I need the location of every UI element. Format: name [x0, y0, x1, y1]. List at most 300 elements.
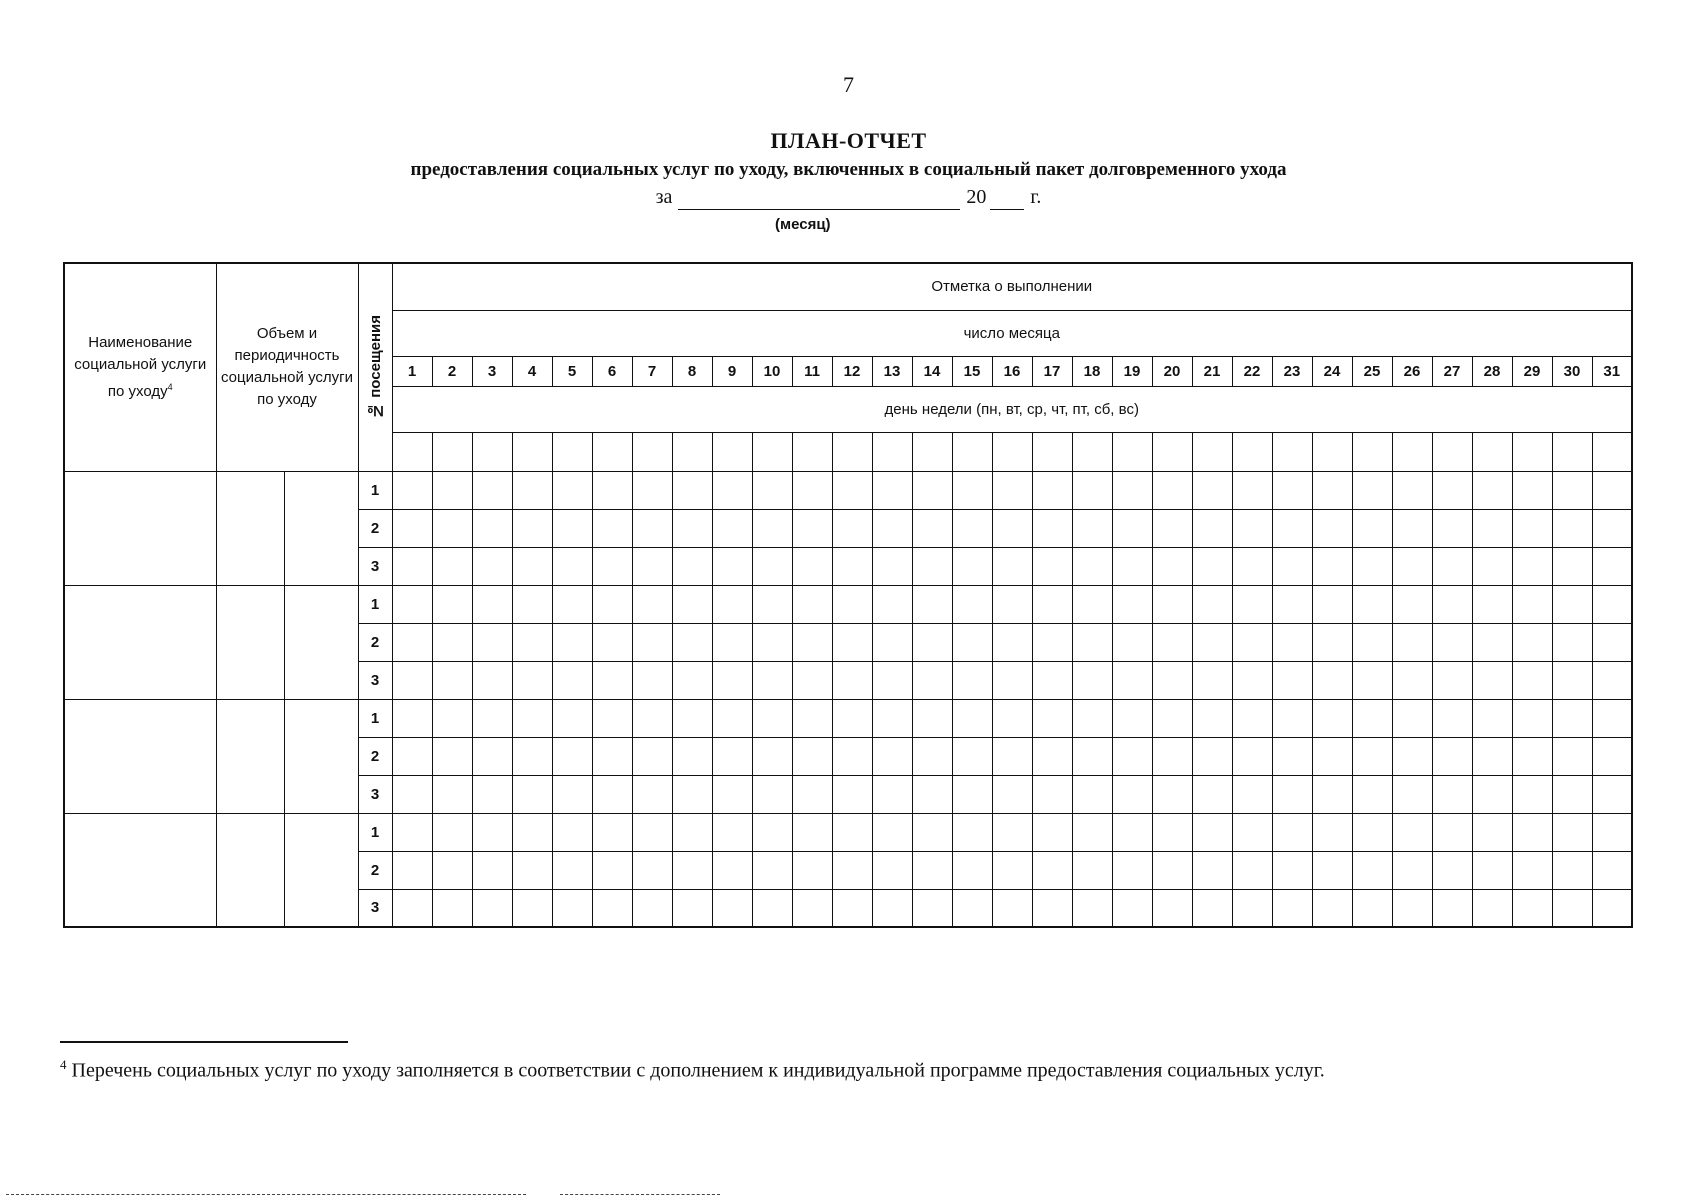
completion-mark-cell[interactable] — [432, 547, 472, 585]
completion-mark-cell[interactable] — [1072, 851, 1112, 889]
completion-mark-cell[interactable] — [832, 813, 872, 851]
completion-mark-cell[interactable] — [1352, 699, 1392, 737]
completion-mark-cell[interactable] — [472, 775, 512, 813]
weekday-cell[interactable] — [1432, 432, 1472, 471]
completion-mark-cell[interactable] — [1392, 661, 1432, 699]
weekday-cell[interactable] — [392, 432, 432, 471]
completion-mark-cell[interactable] — [1512, 813, 1552, 851]
completion-mark-cell[interactable] — [752, 889, 792, 927]
completion-mark-cell[interactable] — [1552, 737, 1592, 775]
weekday-cell[interactable] — [1192, 432, 1232, 471]
completion-mark-cell[interactable] — [1152, 813, 1192, 851]
completion-mark-cell[interactable] — [1232, 471, 1272, 509]
weekday-cell[interactable] — [1112, 432, 1152, 471]
completion-mark-cell[interactable] — [1032, 775, 1072, 813]
completion-mark-cell[interactable] — [952, 661, 992, 699]
completion-mark-cell[interactable] — [1232, 661, 1272, 699]
completion-mark-cell[interactable] — [1552, 699, 1592, 737]
weekday-cell[interactable] — [912, 432, 952, 471]
service-name-cell[interactable] — [64, 813, 216, 927]
completion-mark-cell[interactable] — [1152, 737, 1192, 775]
weekday-cell[interactable] — [472, 432, 512, 471]
completion-mark-cell[interactable] — [752, 813, 792, 851]
completion-mark-cell[interactable] — [1392, 509, 1432, 547]
completion-mark-cell[interactable] — [432, 737, 472, 775]
completion-mark-cell[interactable] — [632, 851, 672, 889]
weekday-cell[interactable] — [1312, 432, 1352, 471]
completion-mark-cell[interactable] — [552, 585, 592, 623]
completion-mark-cell[interactable] — [1392, 737, 1432, 775]
completion-mark-cell[interactable] — [1112, 661, 1152, 699]
completion-mark-cell[interactable] — [872, 889, 912, 927]
completion-mark-cell[interactable] — [632, 585, 672, 623]
completion-mark-cell[interactable] — [1192, 737, 1232, 775]
completion-mark-cell[interactable] — [1312, 585, 1352, 623]
completion-mark-cell[interactable] — [1472, 737, 1512, 775]
completion-mark-cell[interactable] — [512, 585, 552, 623]
completion-mark-cell[interactable] — [1552, 509, 1592, 547]
completion-mark-cell[interactable] — [912, 547, 952, 585]
completion-mark-cell[interactable] — [1112, 775, 1152, 813]
weekday-cell[interactable] — [832, 432, 872, 471]
completion-mark-cell[interactable] — [1232, 813, 1272, 851]
completion-mark-cell[interactable] — [1352, 471, 1392, 509]
completion-mark-cell[interactable] — [1432, 699, 1472, 737]
completion-mark-cell[interactable] — [912, 509, 952, 547]
completion-mark-cell[interactable] — [472, 547, 512, 585]
completion-mark-cell[interactable] — [1432, 775, 1472, 813]
completion-mark-cell[interactable] — [1352, 889, 1392, 927]
completion-mark-cell[interactable] — [1392, 775, 1432, 813]
completion-mark-cell[interactable] — [1512, 585, 1552, 623]
periodicity-cell[interactable] — [284, 699, 358, 813]
completion-mark-cell[interactable] — [712, 737, 752, 775]
completion-mark-cell[interactable] — [1512, 775, 1552, 813]
completion-mark-cell[interactable] — [1032, 623, 1072, 661]
completion-mark-cell[interactable] — [512, 623, 552, 661]
completion-mark-cell[interactable] — [1352, 737, 1392, 775]
completion-mark-cell[interactable] — [1552, 889, 1592, 927]
completion-mark-cell[interactable] — [912, 737, 952, 775]
completion-mark-cell[interactable] — [1312, 661, 1352, 699]
completion-mark-cell[interactable] — [632, 737, 672, 775]
completion-mark-cell[interactable] — [512, 509, 552, 547]
completion-mark-cell[interactable] — [1392, 623, 1432, 661]
completion-mark-cell[interactable] — [1072, 623, 1112, 661]
completion-mark-cell[interactable] — [952, 509, 992, 547]
completion-mark-cell[interactable] — [1032, 585, 1072, 623]
completion-mark-cell[interactable] — [1432, 471, 1472, 509]
completion-mark-cell[interactable] — [952, 737, 992, 775]
weekday-cell[interactable] — [1472, 432, 1512, 471]
completion-mark-cell[interactable] — [1512, 471, 1552, 509]
completion-mark-cell[interactable] — [1112, 623, 1152, 661]
completion-mark-cell[interactable] — [1392, 547, 1432, 585]
completion-mark-cell[interactable] — [832, 547, 872, 585]
completion-mark-cell[interactable] — [872, 623, 912, 661]
completion-mark-cell[interactable] — [592, 889, 632, 927]
completion-mark-cell[interactable] — [1112, 851, 1152, 889]
completion-mark-cell[interactable] — [912, 623, 952, 661]
completion-mark-cell[interactable] — [1552, 661, 1592, 699]
completion-mark-cell[interactable] — [1032, 547, 1072, 585]
completion-mark-cell[interactable] — [1592, 585, 1632, 623]
weekday-cell[interactable] — [552, 432, 592, 471]
weekday-cell[interactable] — [1072, 432, 1112, 471]
completion-mark-cell[interactable] — [1472, 775, 1512, 813]
completion-mark-cell[interactable] — [632, 813, 672, 851]
completion-mark-cell[interactable] — [672, 623, 712, 661]
completion-mark-cell[interactable] — [552, 509, 592, 547]
completion-mark-cell[interactable] — [992, 775, 1032, 813]
completion-mark-cell[interactable] — [992, 661, 1032, 699]
completion-mark-cell[interactable] — [792, 775, 832, 813]
completion-mark-cell[interactable] — [872, 813, 912, 851]
completion-mark-cell[interactable] — [1472, 509, 1512, 547]
completion-mark-cell[interactable] — [1072, 585, 1112, 623]
completion-mark-cell[interactable] — [672, 851, 712, 889]
completion-mark-cell[interactable] — [952, 775, 992, 813]
completion-mark-cell[interactable] — [1432, 547, 1472, 585]
completion-mark-cell[interactable] — [952, 623, 992, 661]
completion-mark-cell[interactable] — [552, 547, 592, 585]
volume-cell[interactable] — [216, 471, 284, 585]
completion-mark-cell[interactable] — [512, 699, 552, 737]
completion-mark-cell[interactable] — [1152, 661, 1192, 699]
completion-mark-cell[interactable] — [752, 737, 792, 775]
completion-mark-cell[interactable] — [992, 699, 1032, 737]
completion-mark-cell[interactable] — [712, 775, 752, 813]
completion-mark-cell[interactable] — [1592, 813, 1632, 851]
completion-mark-cell[interactable] — [632, 775, 672, 813]
completion-mark-cell[interactable] — [1072, 509, 1112, 547]
completion-mark-cell[interactable] — [592, 509, 632, 547]
completion-mark-cell[interactable] — [632, 471, 672, 509]
completion-mark-cell[interactable] — [1512, 699, 1552, 737]
completion-mark-cell[interactable] — [1072, 813, 1112, 851]
completion-mark-cell[interactable] — [1432, 661, 1472, 699]
completion-mark-cell[interactable] — [952, 585, 992, 623]
completion-mark-cell[interactable] — [792, 585, 832, 623]
completion-mark-cell[interactable] — [672, 699, 712, 737]
completion-mark-cell[interactable] — [552, 851, 592, 889]
weekday-cell[interactable] — [1552, 432, 1592, 471]
completion-mark-cell[interactable] — [1072, 471, 1112, 509]
completion-mark-cell[interactable] — [992, 509, 1032, 547]
completion-mark-cell[interactable] — [672, 775, 712, 813]
completion-mark-cell[interactable] — [752, 699, 792, 737]
completion-mark-cell[interactable] — [1192, 775, 1232, 813]
completion-mark-cell[interactable] — [1352, 509, 1392, 547]
completion-mark-cell[interactable] — [992, 813, 1032, 851]
weekday-cell[interactable] — [752, 432, 792, 471]
completion-mark-cell[interactable] — [872, 547, 912, 585]
completion-mark-cell[interactable] — [1192, 813, 1232, 851]
completion-mark-cell[interactable] — [752, 547, 792, 585]
weekday-cell[interactable] — [792, 432, 832, 471]
completion-mark-cell[interactable] — [472, 889, 512, 927]
completion-mark-cell[interactable] — [1152, 699, 1192, 737]
completion-mark-cell[interactable] — [1352, 547, 1392, 585]
completion-mark-cell[interactable] — [912, 661, 952, 699]
completion-mark-cell[interactable] — [1312, 851, 1352, 889]
completion-mark-cell[interactable] — [1592, 851, 1632, 889]
weekday-cell[interactable] — [992, 432, 1032, 471]
completion-mark-cell[interactable] — [1352, 775, 1392, 813]
completion-mark-cell[interactable] — [1592, 737, 1632, 775]
weekday-cell[interactable] — [1592, 432, 1632, 471]
completion-mark-cell[interactable] — [472, 471, 512, 509]
weekday-cell[interactable] — [1352, 432, 1392, 471]
completion-mark-cell[interactable] — [672, 547, 712, 585]
completion-mark-cell[interactable] — [952, 851, 992, 889]
completion-mark-cell[interactable] — [872, 699, 912, 737]
completion-mark-cell[interactable] — [432, 585, 472, 623]
completion-mark-cell[interactable] — [552, 661, 592, 699]
completion-mark-cell[interactable] — [792, 661, 832, 699]
completion-mark-cell[interactable] — [1552, 471, 1592, 509]
completion-mark-cell[interactable] — [1032, 813, 1072, 851]
completion-mark-cell[interactable] — [512, 471, 552, 509]
completion-mark-cell[interactable] — [1592, 471, 1632, 509]
completion-mark-cell[interactable] — [1152, 851, 1192, 889]
weekday-cell[interactable] — [592, 432, 632, 471]
completion-mark-cell[interactable] — [472, 585, 512, 623]
weekday-cell[interactable] — [872, 432, 912, 471]
completion-mark-cell[interactable] — [552, 889, 592, 927]
completion-mark-cell[interactable] — [592, 471, 632, 509]
completion-mark-cell[interactable] — [1192, 889, 1232, 927]
completion-mark-cell[interactable] — [832, 699, 872, 737]
completion-mark-cell[interactable] — [872, 585, 912, 623]
periodicity-cell[interactable] — [284, 813, 358, 927]
weekday-cell[interactable] — [1272, 432, 1312, 471]
completion-mark-cell[interactable] — [1192, 699, 1232, 737]
completion-mark-cell[interactable] — [592, 623, 632, 661]
completion-mark-cell[interactable] — [512, 775, 552, 813]
completion-mark-cell[interactable] — [1392, 889, 1432, 927]
completion-mark-cell[interactable] — [1192, 623, 1232, 661]
completion-mark-cell[interactable] — [1472, 547, 1512, 585]
completion-mark-cell[interactable] — [1152, 547, 1192, 585]
completion-mark-cell[interactable] — [912, 813, 952, 851]
completion-mark-cell[interactable] — [792, 509, 832, 547]
completion-mark-cell[interactable] — [752, 775, 792, 813]
completion-mark-cell[interactable] — [1192, 509, 1232, 547]
completion-mark-cell[interactable] — [1272, 851, 1312, 889]
completion-mark-cell[interactable] — [992, 471, 1032, 509]
completion-mark-cell[interactable] — [1472, 813, 1512, 851]
completion-mark-cell[interactable] — [472, 851, 512, 889]
completion-mark-cell[interactable] — [912, 471, 952, 509]
completion-mark-cell[interactable] — [1112, 547, 1152, 585]
completion-mark-cell[interactable] — [672, 585, 712, 623]
completion-mark-cell[interactable] — [1272, 585, 1312, 623]
completion-mark-cell[interactable] — [432, 813, 472, 851]
completion-mark-cell[interactable] — [1192, 851, 1232, 889]
completion-mark-cell[interactable] — [1112, 509, 1152, 547]
completion-mark-cell[interactable] — [1472, 699, 1512, 737]
completion-mark-cell[interactable] — [392, 471, 432, 509]
completion-mark-cell[interactable] — [1232, 547, 1272, 585]
completion-mark-cell[interactable] — [632, 661, 672, 699]
completion-mark-cell[interactable] — [712, 851, 752, 889]
completion-mark-cell[interactable] — [912, 699, 952, 737]
completion-mark-cell[interactable] — [1032, 661, 1072, 699]
completion-mark-cell[interactable] — [1032, 737, 1072, 775]
completion-mark-cell[interactable] — [872, 775, 912, 813]
completion-mark-cell[interactable] — [392, 813, 432, 851]
completion-mark-cell[interactable] — [1432, 889, 1472, 927]
completion-mark-cell[interactable] — [392, 623, 432, 661]
service-name-cell[interactable] — [64, 585, 216, 699]
completion-mark-cell[interactable] — [1312, 699, 1352, 737]
completion-mark-cell[interactable] — [472, 699, 512, 737]
completion-mark-cell[interactable] — [872, 471, 912, 509]
completion-mark-cell[interactable] — [392, 661, 432, 699]
completion-mark-cell[interactable] — [1432, 623, 1472, 661]
completion-mark-cell[interactable] — [1112, 585, 1152, 623]
completion-mark-cell[interactable] — [792, 889, 832, 927]
completion-mark-cell[interactable] — [912, 889, 952, 927]
completion-mark-cell[interactable] — [1592, 661, 1632, 699]
completion-mark-cell[interactable] — [512, 889, 552, 927]
completion-mark-cell[interactable] — [1312, 813, 1352, 851]
completion-mark-cell[interactable] — [472, 509, 512, 547]
completion-mark-cell[interactable] — [712, 623, 752, 661]
completion-mark-cell[interactable] — [1032, 699, 1072, 737]
completion-mark-cell[interactable] — [952, 471, 992, 509]
completion-mark-cell[interactable] — [1152, 775, 1192, 813]
completion-mark-cell[interactable] — [712, 471, 752, 509]
completion-mark-cell[interactable] — [712, 813, 752, 851]
completion-mark-cell[interactable] — [1592, 509, 1632, 547]
completion-mark-cell[interactable] — [1392, 585, 1432, 623]
completion-mark-cell[interactable] — [1512, 661, 1552, 699]
weekday-cell[interactable] — [1392, 432, 1432, 471]
completion-mark-cell[interactable] — [672, 509, 712, 547]
completion-mark-cell[interactable] — [1512, 889, 1552, 927]
completion-mark-cell[interactable] — [712, 547, 752, 585]
completion-mark-cell[interactable] — [832, 509, 872, 547]
completion-mark-cell[interactable] — [552, 737, 592, 775]
completion-mark-cell[interactable] — [1272, 889, 1312, 927]
completion-mark-cell[interactable] — [1352, 813, 1392, 851]
completion-mark-cell[interactable] — [1552, 585, 1592, 623]
completion-mark-cell[interactable] — [1512, 737, 1552, 775]
completion-mark-cell[interactable] — [1272, 813, 1312, 851]
completion-mark-cell[interactable] — [632, 699, 672, 737]
completion-mark-cell[interactable] — [1112, 471, 1152, 509]
completion-mark-cell[interactable] — [1432, 509, 1472, 547]
completion-mark-cell[interactable] — [632, 889, 672, 927]
completion-mark-cell[interactable] — [952, 699, 992, 737]
completion-mark-cell[interactable] — [1352, 661, 1392, 699]
completion-mark-cell[interactable] — [432, 699, 472, 737]
completion-mark-cell[interactable] — [552, 471, 592, 509]
weekday-cell[interactable] — [952, 432, 992, 471]
completion-mark-cell[interactable] — [1232, 775, 1272, 813]
completion-mark-cell[interactable] — [1592, 889, 1632, 927]
completion-mark-cell[interactable] — [592, 547, 632, 585]
year-blank[interactable] — [990, 186, 1024, 210]
completion-mark-cell[interactable] — [752, 851, 792, 889]
completion-mark-cell[interactable] — [992, 737, 1032, 775]
completion-mark-cell[interactable] — [1392, 813, 1432, 851]
completion-mark-cell[interactable] — [792, 851, 832, 889]
completion-mark-cell[interactable] — [432, 851, 472, 889]
completion-mark-cell[interactable] — [432, 889, 472, 927]
completion-mark-cell[interactable] — [552, 775, 592, 813]
volume-cell[interactable] — [216, 585, 284, 699]
completion-mark-cell[interactable] — [1152, 889, 1192, 927]
completion-mark-cell[interactable] — [392, 699, 432, 737]
completion-mark-cell[interactable] — [592, 813, 632, 851]
month-blank[interactable] — [678, 186, 960, 210]
completion-mark-cell[interactable] — [752, 661, 792, 699]
service-name-cell[interactable] — [64, 699, 216, 813]
completion-mark-cell[interactable] — [992, 623, 1032, 661]
weekday-cell[interactable] — [1152, 432, 1192, 471]
completion-mark-cell[interactable] — [712, 699, 752, 737]
completion-mark-cell[interactable] — [832, 471, 872, 509]
completion-mark-cell[interactable] — [1432, 585, 1472, 623]
completion-mark-cell[interactable] — [1192, 547, 1232, 585]
completion-mark-cell[interactable] — [832, 623, 872, 661]
completion-mark-cell[interactable] — [512, 737, 552, 775]
completion-mark-cell[interactable] — [632, 623, 672, 661]
completion-mark-cell[interactable] — [992, 851, 1032, 889]
weekday-cell[interactable] — [672, 432, 712, 471]
completion-mark-cell[interactable] — [872, 661, 912, 699]
completion-mark-cell[interactable] — [1272, 737, 1312, 775]
completion-mark-cell[interactable] — [1392, 471, 1432, 509]
completion-mark-cell[interactable] — [1232, 509, 1272, 547]
weekday-cell[interactable] — [632, 432, 672, 471]
completion-mark-cell[interactable] — [832, 661, 872, 699]
completion-mark-cell[interactable] — [792, 623, 832, 661]
completion-mark-cell[interactable] — [1512, 509, 1552, 547]
completion-mark-cell[interactable] — [392, 585, 432, 623]
completion-mark-cell[interactable] — [1312, 547, 1352, 585]
completion-mark-cell[interactable] — [1312, 775, 1352, 813]
completion-mark-cell[interactable] — [1432, 813, 1472, 851]
completion-mark-cell[interactable] — [1032, 889, 1072, 927]
completion-mark-cell[interactable] — [472, 813, 512, 851]
completion-mark-cell[interactable] — [1552, 775, 1592, 813]
completion-mark-cell[interactable] — [592, 737, 632, 775]
completion-mark-cell[interactable] — [1352, 585, 1392, 623]
completion-mark-cell[interactable] — [1592, 699, 1632, 737]
completion-mark-cell[interactable] — [672, 471, 712, 509]
completion-mark-cell[interactable] — [1312, 889, 1352, 927]
completion-mark-cell[interactable] — [392, 547, 432, 585]
weekday-cell[interactable] — [1032, 432, 1072, 471]
completion-mark-cell[interactable] — [712, 509, 752, 547]
completion-mark-cell[interactable] — [992, 889, 1032, 927]
completion-mark-cell[interactable] — [1512, 851, 1552, 889]
completion-mark-cell[interactable] — [392, 851, 432, 889]
completion-mark-cell[interactable] — [792, 471, 832, 509]
completion-mark-cell[interactable] — [1472, 585, 1512, 623]
completion-mark-cell[interactable] — [832, 889, 872, 927]
completion-mark-cell[interactable] — [552, 813, 592, 851]
completion-mark-cell[interactable] — [1232, 585, 1272, 623]
completion-mark-cell[interactable] — [1112, 813, 1152, 851]
completion-mark-cell[interactable] — [1072, 547, 1112, 585]
completion-mark-cell[interactable] — [1192, 585, 1232, 623]
completion-mark-cell[interactable] — [1512, 547, 1552, 585]
